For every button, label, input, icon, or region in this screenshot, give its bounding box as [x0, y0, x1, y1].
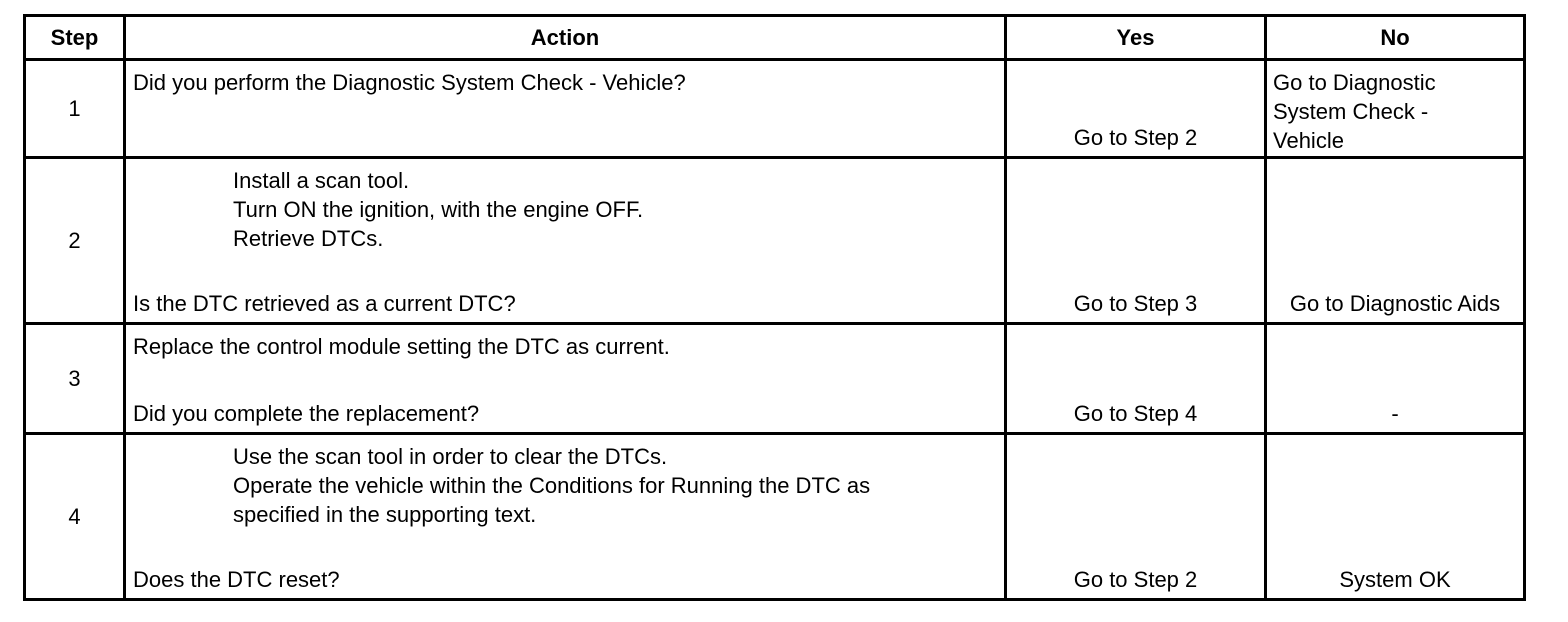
- action-cell: [126, 435, 1007, 598]
- header-no: No: [1380, 25, 1410, 50]
- step-number: 4: [26, 435, 126, 598]
- action-cell: [126, 159, 1007, 322]
- yes-cell: Go to Step 4: [1007, 325, 1267, 432]
- step-number: 2: [26, 159, 126, 322]
- action-text: specified in the supporting text.: [233, 502, 537, 527]
- header-row: [26, 17, 1523, 61]
- table-row: [26, 159, 1523, 325]
- diagnostic-table: [23, 14, 1526, 601]
- table-row: [26, 61, 1523, 159]
- step-number: 3: [26, 325, 126, 432]
- yes-cell: Go to Step 2: [1007, 61, 1267, 156]
- action-text: Install a scan tool.: [233, 168, 410, 193]
- step-number: 1: [26, 61, 126, 156]
- action-text: Did you perform the Diagnostic System Check - Vehicle?: [133, 70, 686, 95]
- no-cell: [1267, 61, 1523, 156]
- action-question: Does the DTC reset?: [133, 567, 340, 592]
- action-text: Retrieve DTCs.: [233, 226, 384, 251]
- no-cell: System OK: [1339, 567, 1451, 592]
- table-row: [26, 435, 1523, 598]
- yes-cell: Go to Step 3: [1007, 159, 1267, 322]
- header-step: Step: [26, 17, 126, 58]
- no-text: Vehicle: [1273, 128, 1344, 153]
- header-yes: Yes: [1007, 17, 1267, 58]
- action-text: Operate the vehicle within the Conditions for Running the DTC as: [233, 473, 871, 498]
- action-question: Did you complete the replacement?: [133, 401, 480, 426]
- action-text: Use the scan tool in order to clear the DTCs.: [233, 444, 668, 469]
- action-text: Turn ON the ignition, with the engine OFF.: [233, 197, 644, 222]
- table-row: [26, 325, 1523, 435]
- no-text: Go to Diagnostic: [1273, 70, 1436, 95]
- action-cell: [126, 325, 1007, 432]
- header-action: Action: [126, 17, 1007, 58]
- no-cell: -: [1391, 401, 1399, 426]
- yes-cell: Go to Step 2: [1007, 435, 1267, 598]
- action-question: Is the DTC retrieved as a current DTC?: [133, 291, 516, 316]
- no-cell: Go to Diagnostic Aids: [1289, 291, 1501, 316]
- no-text: System Check -: [1273, 99, 1429, 124]
- action-cell: [126, 61, 1007, 156]
- action-text: Replace the control module setting the DTC as current.: [133, 334, 670, 359]
